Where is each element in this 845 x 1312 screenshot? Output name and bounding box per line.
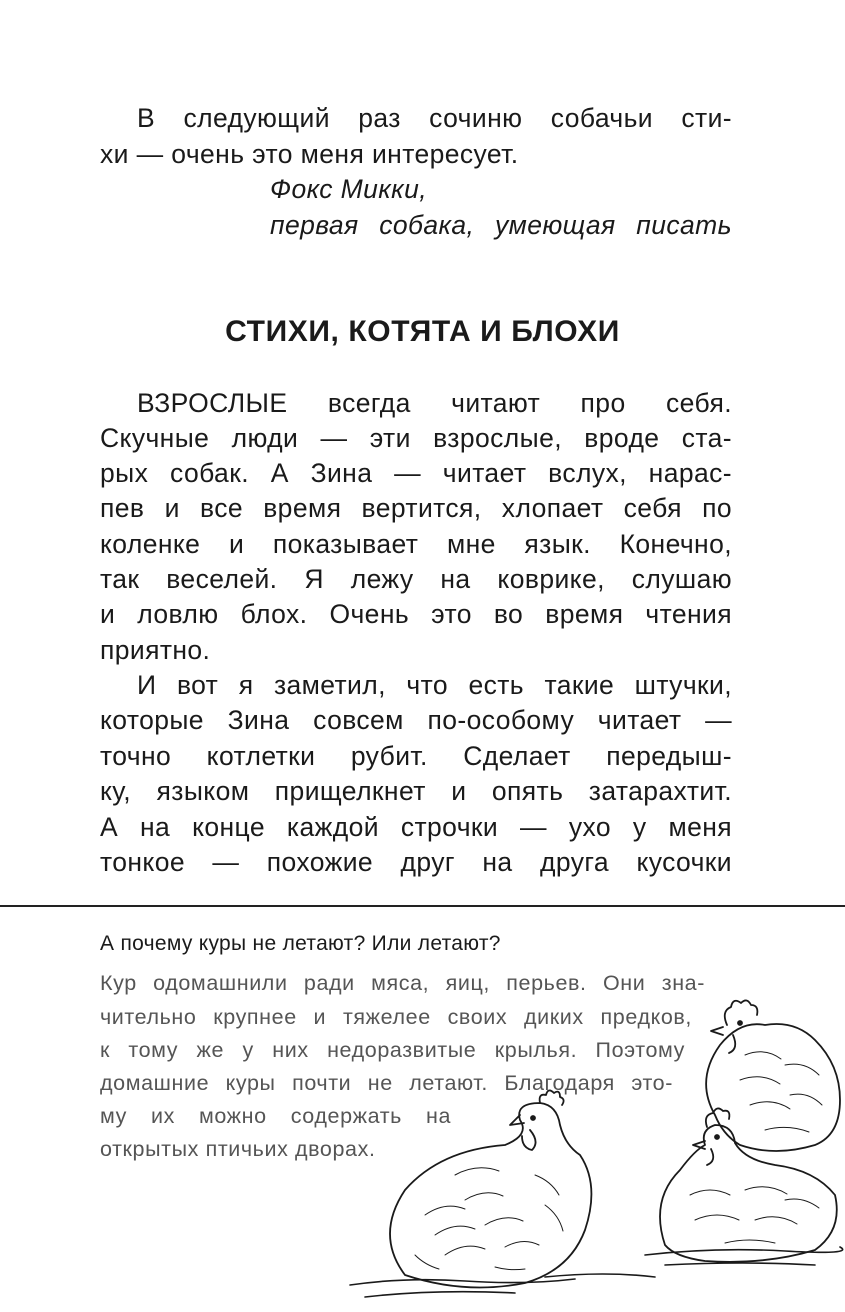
body-line: точно котлетки рубит. Сделает передыш- — [100, 741, 732, 771]
body-line: и ловлю блох. Очень это во время чтения — [100, 599, 732, 629]
epigraph-author: Фокс Микки, — [270, 174, 427, 204]
epigraph-line-2: хи — очень это меня интересует. — [100, 139, 519, 169]
sidebar-line: домашние куры почти не летают. Благодаря это- — [100, 1071, 673, 1095]
body-line: тонкое — похожие друг на друга кусочки — [100, 847, 732, 877]
chapter-title: СТИХИ, КОТЯТА И БЛОХИ — [225, 315, 620, 348]
body-line: ку, языком прищелкнет и опять затарахтит. — [100, 776, 732, 806]
section-divider — [0, 905, 845, 907]
sidebar-line: му их можно содержать на — [100, 1104, 451, 1128]
sidebar-line: Кур одомашнили ради мяса, яиц, перьев. Они зна- — [100, 971, 705, 995]
epigraph-author-description: первая собака, умеющая писать — [270, 210, 732, 240]
hens-illustration — [345, 985, 845, 1312]
body-line: так веселей. Я лежу на коврике, слушаю — [100, 564, 732, 594]
body-line: И вот я заметил, что есть такие штучки, — [137, 670, 732, 700]
sidebar-line: открытых птичьих дворах. — [100, 1137, 376, 1161]
body-line: ВЗРОСЛЫЕ всегда читают про себя. — [137, 388, 732, 418]
hen-front — [390, 1090, 591, 1287]
body-line: рых собак. А Зина — читает вслух, нарас- — [100, 458, 732, 488]
epigraph-line-1: В следующий раз сочиню собачьи сти- — [137, 103, 732, 133]
body-line: коленке и показывает мне язык. Конечно, — [100, 529, 732, 559]
body-line: А на конце каждой строчки — ухо у меня — [100, 812, 732, 842]
body-line: приятно. — [100, 635, 211, 665]
sidebar-line: чительно крупнее и тяжелее своих диких предков, — [100, 1005, 692, 1029]
sidebar-line: к тому же у них недоразвитые крылья. Поэтому — [100, 1038, 685, 1062]
body-line: которые Зина совсем по-особому читает — — [100, 705, 732, 735]
hen-bottom-right — [660, 1108, 837, 1261]
body-line: Скучные люди — эти взрослые, вроде ста- — [100, 423, 732, 453]
body-line: пев и все время вертится, хлопает себя по — [100, 493, 732, 523]
ground-strokes — [350, 1247, 843, 1297]
sidebar-question: А почему куры не летают? Или летают? — [100, 932, 501, 955]
